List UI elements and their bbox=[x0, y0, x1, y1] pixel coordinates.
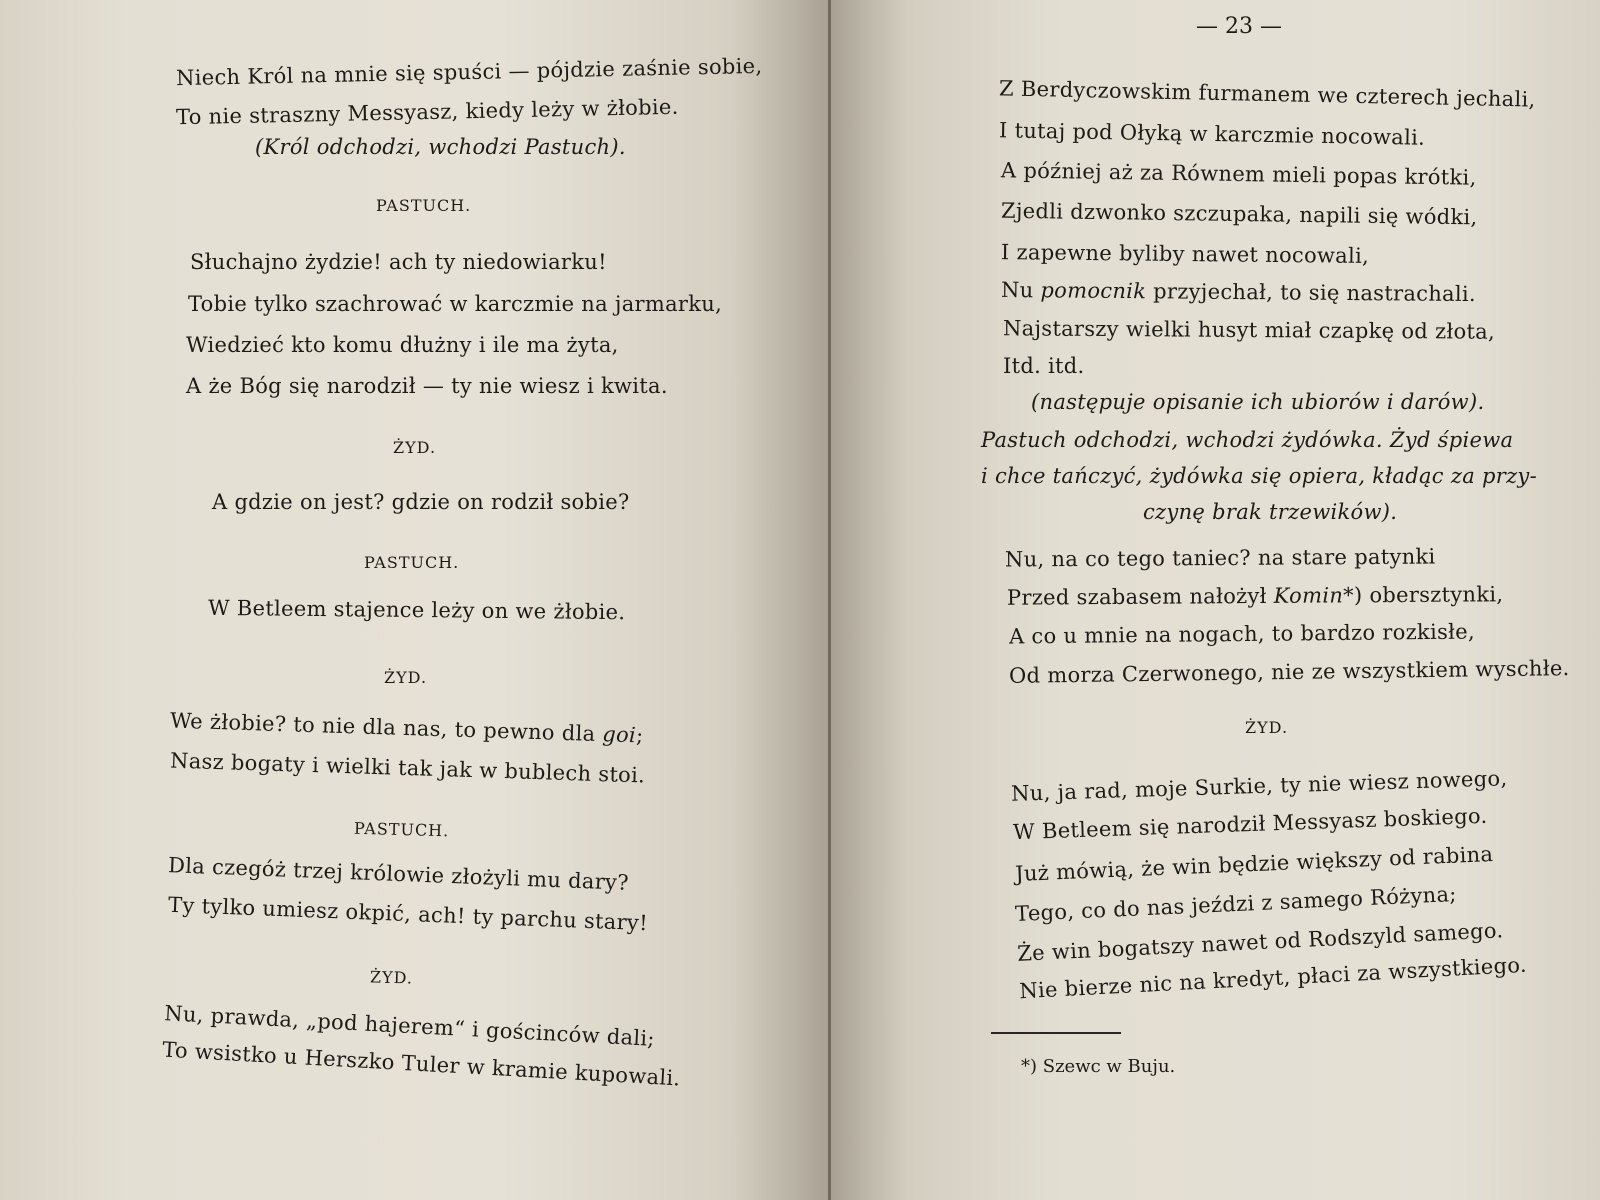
right-stage-direction-4: czynę brak trzewików). bbox=[1143, 500, 1398, 524]
right-line-14: W Betleem się narodził Messyasz boskiego. bbox=[1012, 803, 1488, 845]
right-stage-direction-2: Pastuch odchodzi, wchodzi żydówka. Żyd śpiewa bbox=[981, 428, 1514, 452]
right-line-10-a: Przed szabasem nałożył bbox=[1006, 583, 1274, 610]
right-line-3: A później aż za Równem mieli popas krótki, bbox=[1000, 158, 1477, 190]
right-line-12: Od morza Czerwonego, nie ze wszystkiem wyschłe. bbox=[1008, 656, 1570, 688]
right-line-10 bbox=[1007, 582, 1503, 609]
right-line-6-italic: pomocnik bbox=[1040, 278, 1147, 304]
speaker-pastuch-1: PASTUCH. bbox=[376, 196, 472, 215]
left-line-9-text: We żłobie? to nie dla nas, to pewno dla goi; bbox=[169, 708, 644, 748]
right-line-1: Z Berdyczowskim furmanem we czterech jechali, bbox=[998, 76, 1536, 112]
speaker-zyd-3: ŻYD. bbox=[369, 967, 414, 988]
page-number: — 23 — bbox=[1196, 14, 1282, 39]
right-line-10-italic: Komin bbox=[1273, 583, 1344, 608]
right-line-15: Już mówią, że win będzie większy od rabina bbox=[1014, 841, 1494, 887]
right-line-5: I zapewne byliby nawet nocowali, bbox=[1000, 240, 1370, 268]
right-line-7: Najstarszy wielki husyt miał czapkę od złota, bbox=[1002, 316, 1496, 344]
left-line-9-italic: goi bbox=[601, 722, 637, 748]
speaker-pastuch-2: PASTUCH. bbox=[364, 553, 460, 572]
left-line-3: Słuchajno żydzie! ach ty niedowiarku! bbox=[190, 250, 607, 274]
right-stage-direction-3: i chce tańczyć, żydówka się opiera, kładąc za przy- bbox=[981, 464, 1537, 488]
right-line-6 bbox=[1001, 278, 1476, 306]
left-line-5: Wiedzieć kto komu dłużny i ile ma żyta, bbox=[186, 333, 619, 357]
right-line-10-b: *) obersztynki, bbox=[1343, 582, 1504, 608]
left-line-14: To wsistko u Herszko Tuler w kramie kupowali. bbox=[161, 1037, 682, 1091]
right-line-18: Nie bierze nic na kredyt, płaci za wszystkiego. bbox=[1018, 952, 1528, 1004]
right-line-2: I tutaj pod Ołyką w karczmie nocowali. bbox=[998, 118, 1426, 150]
footnote: *) Szewc w Buju. bbox=[1021, 1056, 1176, 1077]
footnote-rule bbox=[991, 1032, 1121, 1034]
left-line-6: A że Bóg się narodził — ty nie wiesz i kwita. bbox=[186, 374, 668, 398]
right-line-4: Zjedli dzwonko szczupaka, napili się wódki, bbox=[1000, 198, 1478, 230]
right-line-6-rest: przyjechał, to się nastrachali. bbox=[1146, 279, 1477, 307]
speaker-zyd-1: ŻYD. bbox=[393, 438, 437, 457]
left-line-10: Nasz bogaty i wielki tak jak w bublech stoi. bbox=[169, 748, 646, 788]
right-line-9: Nu, na co tego taniec? na stare patynki bbox=[1004, 544, 1436, 572]
speaker-pastuch-3: PASTUCH. bbox=[353, 818, 450, 841]
left-line-4: Tobie tylko szachrować w karczmie na jarmarku, bbox=[188, 292, 723, 316]
left-line-1: Niech Król na mnie się spuści — pójdzie zaśnie sobie, bbox=[175, 53, 763, 91]
left-line-7: A gdzie on jest? gdzie on rodził sobie? bbox=[212, 490, 630, 514]
right-line-6-nu: Nu bbox=[1000, 277, 1041, 303]
right-stage-direction-1: (następuje opisanie ich ubiorów i darów). bbox=[1031, 390, 1485, 414]
right-line-17: Że win bogatszy nawet od Rodszyld samego. bbox=[1016, 918, 1504, 966]
left-line-8: W Betleem stajence leży on we żłobie. bbox=[207, 595, 626, 625]
left-line-13: Nu, prawda, „pod hajerem“ i gościnców dali; bbox=[163, 1001, 656, 1051]
left-line-12: Ty tylko umiesz okpić, ach! ty parchu stary! bbox=[167, 892, 649, 936]
left-stage-direction-1: (Król odchodzi, wchodzi Pastuch). bbox=[255, 135, 626, 159]
speaker-zyd-2: ŻYD. bbox=[384, 668, 428, 687]
right-page bbox=[831, 0, 1600, 1200]
right-line-16: Tego, co do nas jeździ z samego Różyna; bbox=[1014, 881, 1458, 927]
right-line-13: Nu, ja rad, moje Surkie, ty nie wiesz nowego, bbox=[1010, 766, 1508, 806]
right-line-8: Itd. itd. bbox=[1003, 354, 1085, 378]
left-line-2: To nie straszny Messyasz, kiedy leży w żłobie. bbox=[175, 94, 679, 130]
left-line-11: Dla czegóż trzej królowie złożyli mu dary? bbox=[167, 853, 630, 895]
left-line-9 bbox=[170, 709, 644, 748]
speaker-zyd-4: ŻYD. bbox=[1245, 718, 1289, 737]
right-line-11: A co u mnie na nogach, to bardzo rozkisłe, bbox=[1008, 619, 1476, 649]
